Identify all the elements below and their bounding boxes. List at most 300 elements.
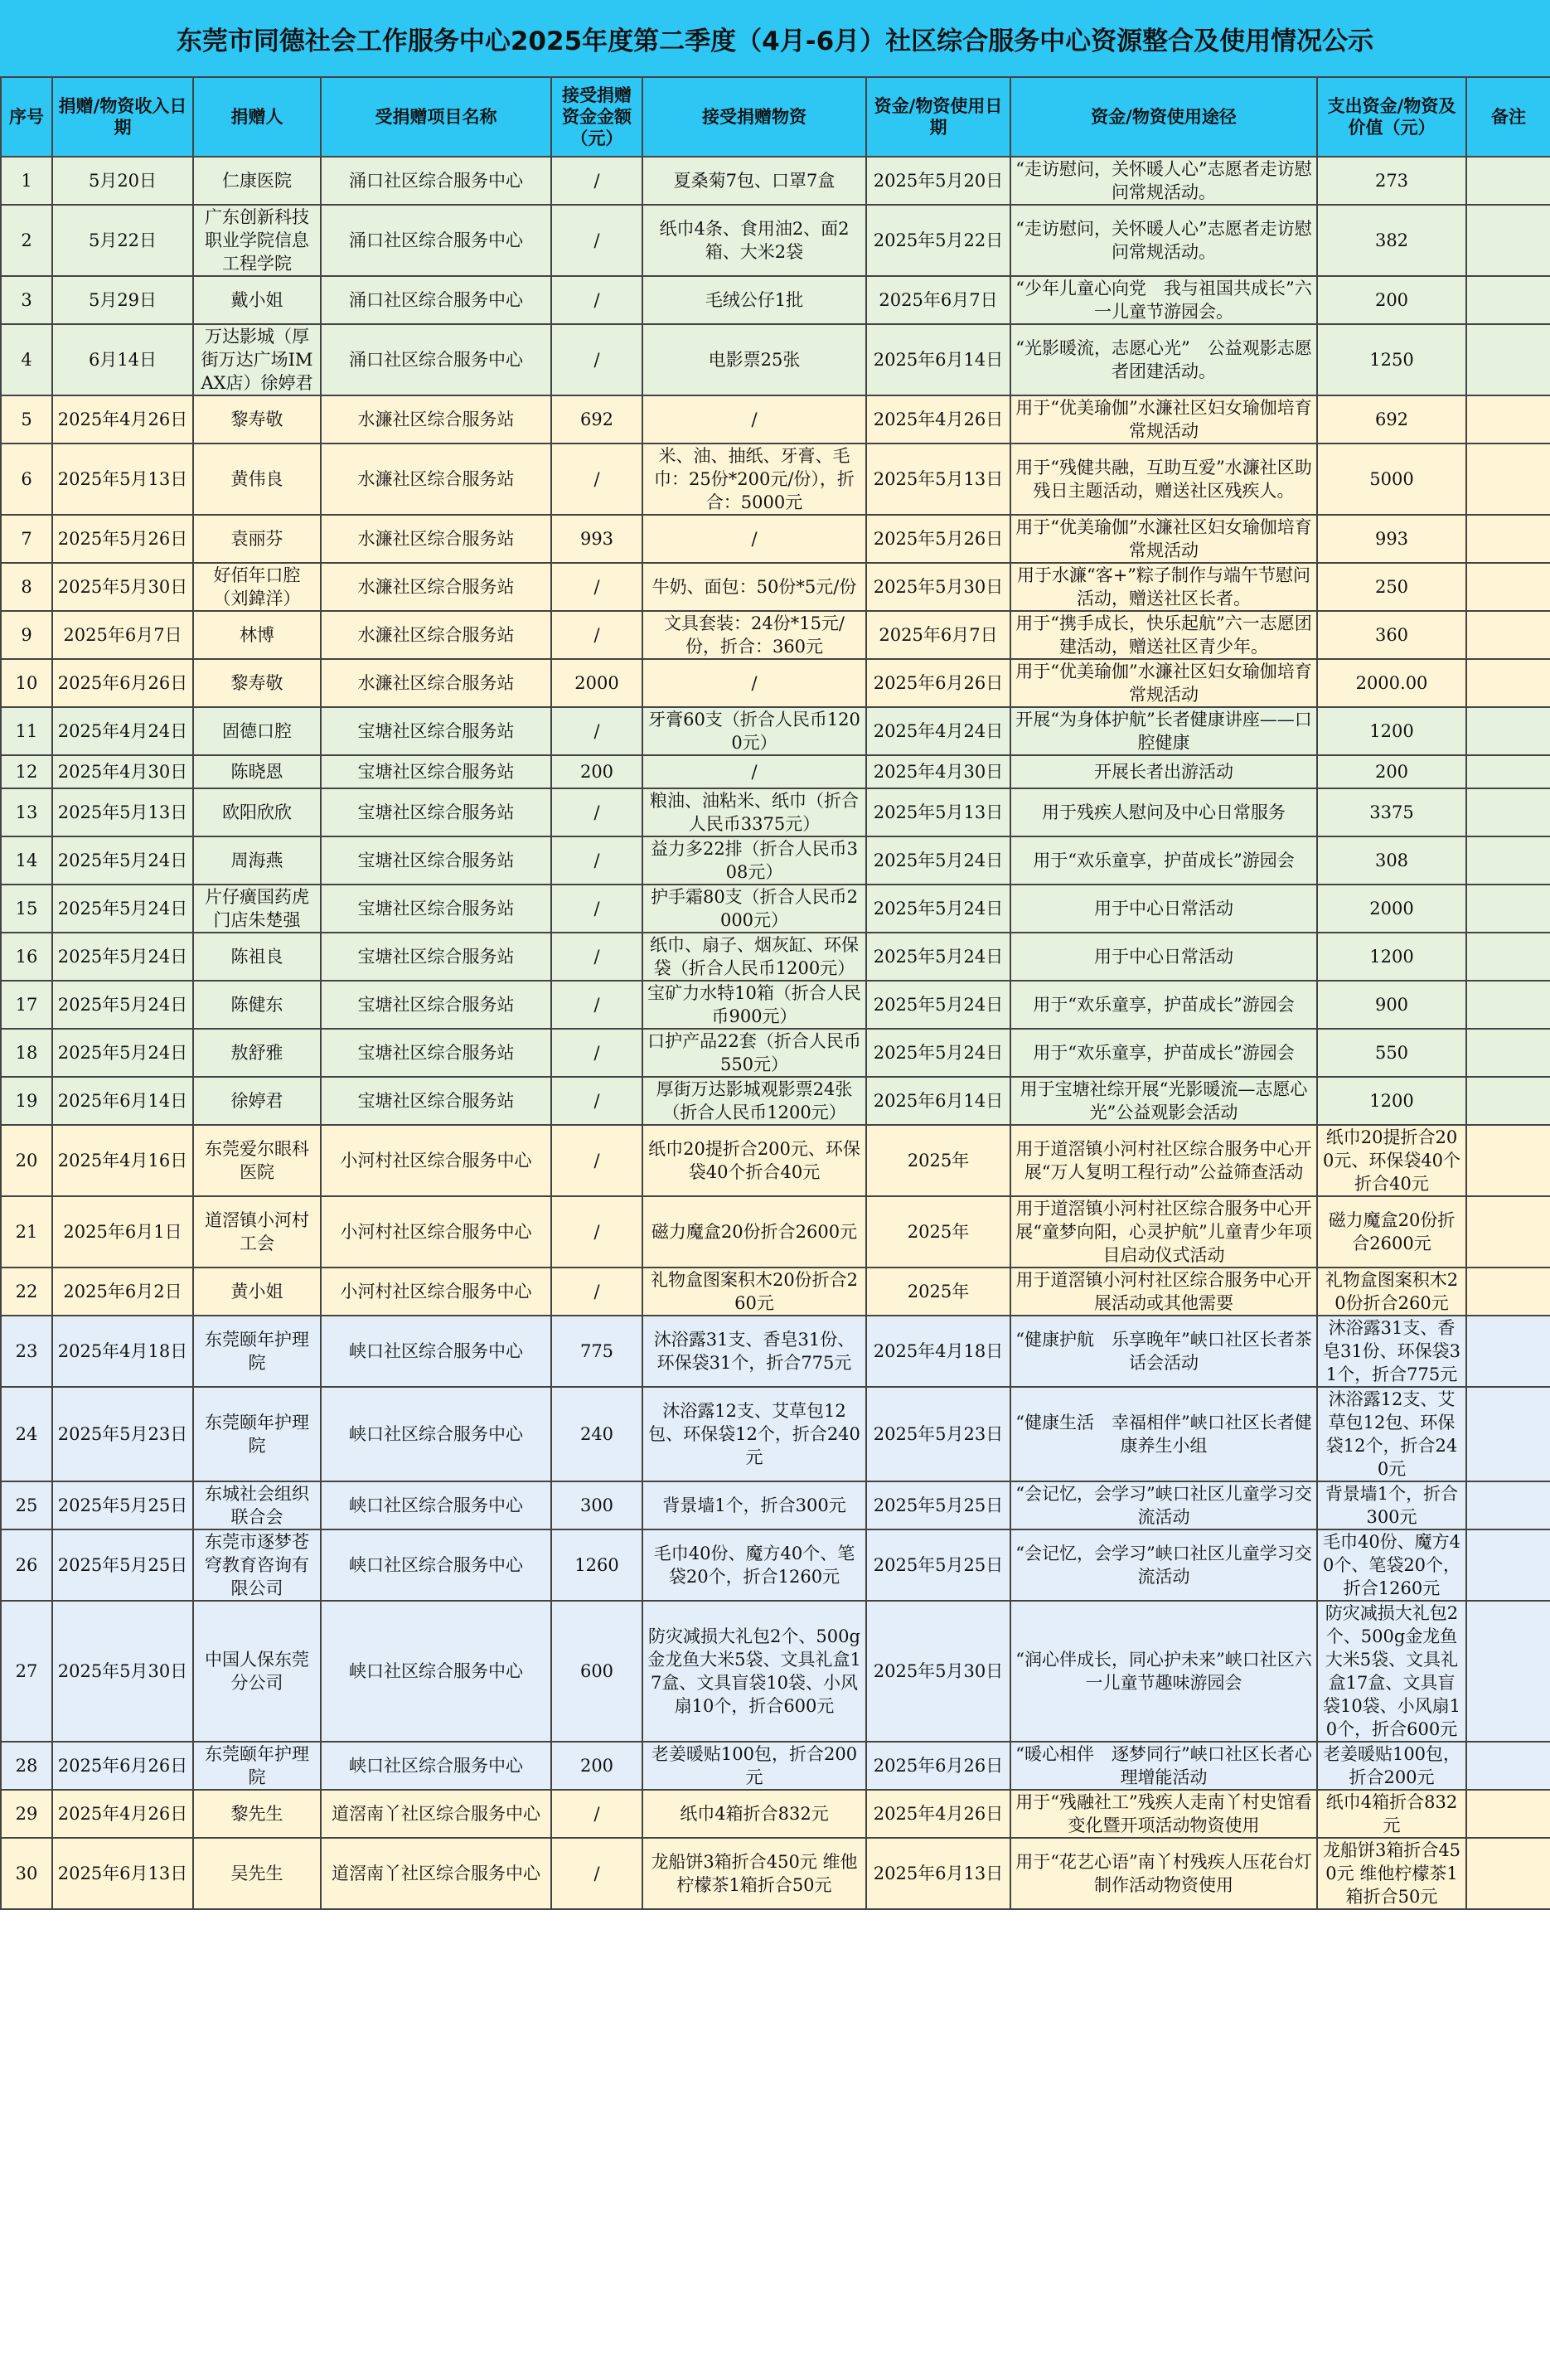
cell-note	[1466, 1601, 1550, 1742]
cell-amount: /	[551, 836, 642, 885]
table-row	[1, 981, 1550, 1029]
cell-value: 老姜暖贴100包，折合200元	[1317, 1742, 1466, 1790]
table-row	[1, 788, 1550, 836]
cell-use-date: 2025年	[866, 1268, 1010, 1316]
cell-amount: /	[551, 157, 642, 205]
cell-donor: 道滘镇小河村工会	[193, 1196, 321, 1268]
cell-note	[1466, 324, 1550, 395]
cell-amount: /	[551, 324, 642, 395]
cell-goods: 防灾减损大礼包2个、500g金龙鱼大米5袋、文具礼盒17盒、文具盲袋10袋、小风扇10个，折合600元	[642, 1601, 866, 1742]
cell-note	[1466, 563, 1550, 611]
cell-project: 宝塘社区综合服务站	[321, 885, 551, 933]
cell-usage: 用于道滘镇小河村社区综合服务中心开展活动或其他需要	[1010, 1268, 1317, 1316]
cell-goods: 口护产品22套（折合人民币550元）	[642, 1029, 866, 1077]
cell-value: 3375	[1317, 788, 1466, 836]
cell-note	[1466, 836, 1550, 885]
cell-usage: 用于“欢乐童享，护苗成长”游园会	[1010, 836, 1317, 885]
cell-usage: 用于“残健共融，互助互爱”水濂社区助残日主题活动，赠送社区残疾人。	[1010, 444, 1317, 515]
cell-donor: 广东创新科技职业学院信息工程学院	[193, 205, 321, 276]
cell-donor: 黄小姐	[193, 1268, 321, 1316]
header-project: 受捐赠项目名称	[321, 77, 551, 157]
cell-note	[1466, 611, 1550, 659]
cell-donor: 黎寿敬	[193, 659, 321, 707]
cell-value: 200	[1317, 276, 1466, 324]
cell-date: 2025年6月26日	[52, 1742, 193, 1790]
cell-note	[1466, 981, 1550, 1029]
cell-amount: /	[551, 276, 642, 324]
cell-use-date: 2025年5月25日	[866, 1481, 1010, 1529]
cell-usage: “会记忆，会学习”峡口社区儿童学习交流活动	[1010, 1481, 1317, 1529]
cell-date: 2025年6月13日	[52, 1838, 193, 1909]
header-usage: 资金/物资使用途径	[1010, 77, 1317, 157]
cell-project: 峡口社区综合服务中心	[321, 1742, 551, 1790]
cell-date: 2025年6月1日	[52, 1196, 193, 1268]
cell-note	[1466, 707, 1550, 755]
cell-usage: 用于“优美瑜伽”水濂社区妇女瑜伽培育常规活动	[1010, 395, 1317, 444]
cell-no: 15	[1, 885, 52, 933]
cell-usage: 用于“欢乐童享，护苗成长”游园会	[1010, 1029, 1317, 1077]
cell-usage: 用于中心日常活动	[1010, 933, 1317, 981]
table-row	[1, 1790, 1550, 1838]
cell-value: 2000	[1317, 885, 1466, 933]
table-row	[1, 1601, 1550, 1742]
cell-amount: 600	[551, 1601, 642, 1742]
cell-amount: /	[551, 1268, 642, 1316]
cell-use-date: 2025年4月30日	[866, 755, 1010, 788]
cell-goods: /	[642, 755, 866, 788]
cell-project: 涌口社区综合服务中心	[321, 205, 551, 276]
table-row	[1, 1077, 1550, 1125]
cell-use-date: 2025年	[866, 1196, 1010, 1268]
cell-no: 12	[1, 755, 52, 788]
cell-project: 宝塘社区综合服务站	[321, 788, 551, 836]
cell-value: 1250	[1317, 324, 1466, 395]
cell-goods: 益力多22排（折合人民币308元）	[642, 836, 866, 885]
cell-use-date: 2025年5月20日	[866, 157, 1010, 205]
cell-note	[1466, 659, 1550, 707]
cell-amount: 775	[551, 1316, 642, 1387]
cell-no: 20	[1, 1125, 52, 1196]
table-row	[1, 1029, 1550, 1077]
cell-value: 250	[1317, 563, 1466, 611]
cell-donor: 敖舒雅	[193, 1029, 321, 1077]
cell-use-date: 2025年5月24日	[866, 885, 1010, 933]
cell-no: 11	[1, 707, 52, 755]
cell-use-date: 2025年6月26日	[866, 659, 1010, 707]
header-goods: 接受捐赠物资	[642, 77, 866, 157]
table-row	[1, 1529, 1550, 1601]
cell-amount: /	[551, 1790, 642, 1838]
cell-use-date: 2025年4月18日	[866, 1316, 1010, 1387]
cell-value: 900	[1317, 981, 1466, 1029]
cell-project: 水濂社区综合服务站	[321, 395, 551, 444]
cell-date: 2025年5月24日	[52, 933, 193, 981]
cell-value: 防灾减损大礼包2个、500g金龙鱼大米5袋、文具礼盒17盒、文具盲袋10袋、小风扇10个，折合600元	[1317, 1601, 1466, 1742]
cell-date: 2025年5月13日	[52, 444, 193, 515]
table-row	[1, 755, 1550, 788]
cell-value: 纸巾4箱折合832元	[1317, 1790, 1466, 1838]
cell-donor: 中国人保东莞分公司	[193, 1601, 321, 1742]
cell-donor: 黄伟良	[193, 444, 321, 515]
cell-usage: “走访慰问，关怀暖人心”志愿者走访慰问常规活动。	[1010, 157, 1317, 205]
cell-project: 水濂社区综合服务站	[321, 611, 551, 659]
cell-use-date: 2025年5月26日	[866, 515, 1010, 563]
cell-usage: 用于“优美瑜伽”水濂社区妇女瑜伽培育常规活动	[1010, 515, 1317, 563]
cell-usage: 用于水濂“客+”粽子制作与端午节慰问活动，赠送社区长者。	[1010, 563, 1317, 611]
cell-goods: /	[642, 395, 866, 444]
cell-donor: 黎先生	[193, 1790, 321, 1838]
cell-amount: 300	[551, 1481, 642, 1529]
cell-donor: 万达影城（厚街万达广场IMAX店）徐婷君	[193, 324, 321, 395]
cell-no: 25	[1, 1481, 52, 1529]
cell-project: 水濂社区综合服务站	[321, 444, 551, 515]
cell-project: 峡口社区综合服务中心	[321, 1601, 551, 1742]
cell-no: 28	[1, 1742, 52, 1790]
cell-date: 2025年6月26日	[52, 659, 193, 707]
cell-goods: 磁力魔盒20份折合2600元	[642, 1196, 866, 1268]
cell-goods: 老姜暖贴100包，折合200元	[642, 1742, 866, 1790]
cell-value: 550	[1317, 1029, 1466, 1077]
cell-donor: 吴先生	[193, 1838, 321, 1909]
cell-donor: 片仔癀国药虎门店朱楚强	[193, 885, 321, 933]
cell-use-date: 2025年5月24日	[866, 933, 1010, 981]
cell-goods: 牛奶、面包：50份*5元/份	[642, 563, 866, 611]
cell-note	[1466, 395, 1550, 444]
cell-goods: 宝矿力水特10箱（折合人民币900元）	[642, 981, 866, 1029]
cell-amount: /	[551, 707, 642, 755]
cell-note	[1466, 1029, 1550, 1077]
header-donor: 捐赠人	[193, 77, 321, 157]
cell-goods: 牙膏60支（折合人民币1200元）	[642, 707, 866, 755]
table-row	[1, 563, 1550, 611]
cell-goods: 米、油、抽纸、牙膏、毛巾：25份*200元/份），折合：5000元	[642, 444, 866, 515]
cell-date: 5月20日	[52, 157, 193, 205]
cell-usage: 用于道滘镇小河村社区综合服务中心开展“童梦向阳，心灵护航”儿童青少年项目启动仪式活动	[1010, 1196, 1317, 1268]
cell-note	[1466, 1125, 1550, 1196]
cell-no: 1	[1, 157, 52, 205]
cell-date: 2025年4月18日	[52, 1316, 193, 1387]
cell-date: 2025年5月23日	[52, 1387, 193, 1481]
table-row	[1, 1481, 1550, 1529]
cell-no: 10	[1, 659, 52, 707]
cell-value: 沐浴露12支、艾草包12包、环保袋12个，折合240元	[1317, 1387, 1466, 1481]
cell-no: 8	[1, 563, 52, 611]
cell-value: 毛巾40份、魔方40个、笔袋20个，折合1260元	[1317, 1529, 1466, 1601]
cell-no: 24	[1, 1387, 52, 1481]
header-row	[1, 77, 1550, 157]
cell-goods: 粮油、油粘米、纸巾（折合人民币3375元）	[642, 788, 866, 836]
cell-amount: /	[551, 1196, 642, 1268]
cell-use-date: 2025年4月26日	[866, 1790, 1010, 1838]
cell-donor: 徐婷君	[193, 1077, 321, 1125]
cell-use-date: 2025年4月26日	[866, 395, 1010, 444]
cell-value: 382	[1317, 205, 1466, 276]
cell-value: 龙船饼3箱折合450元 维他柠檬茶1箱折合50元	[1317, 1838, 1466, 1909]
cell-goods: 电影票25张	[642, 324, 866, 395]
cell-project: 宝塘社区综合服务站	[321, 933, 551, 981]
cell-amount: /	[551, 981, 642, 1029]
cell-use-date: 2025年6月26日	[866, 1742, 1010, 1790]
header-amount: 接受捐赠资金金额（元）	[551, 77, 642, 157]
table-row	[1, 1268, 1550, 1316]
table-row	[1, 885, 1550, 933]
cell-usage: “暖心相伴 逐梦同行”峡口社区长者心理增能活动	[1010, 1742, 1317, 1790]
cell-project: 宝塘社区综合服务站	[321, 755, 551, 788]
cell-no: 16	[1, 933, 52, 981]
page-title: 东莞市同德社会工作服务中心2025年度第二季度（4月-6月）社区综合服务中心资源整合及使用情况公示	[0, 0, 1550, 78]
cell-donor: 林博	[193, 611, 321, 659]
cell-usage: 用于宝塘社综开展“光影暖流—志愿心光”公益观影会活动	[1010, 1077, 1317, 1125]
table-row	[1, 836, 1550, 885]
cell-amount: /	[551, 1029, 642, 1077]
cell-goods: 毛绒公仔1批	[642, 276, 866, 324]
cell-note	[1466, 444, 1550, 515]
cell-no: 9	[1, 611, 52, 659]
cell-date: 2025年5月30日	[52, 563, 193, 611]
cell-project: 小河村社区综合服务中心	[321, 1125, 551, 1196]
table-row	[1, 395, 1550, 444]
cell-date: 2025年5月13日	[52, 788, 193, 836]
cell-goods: 厚街万达影城观影票24张（折合人民币1200元）	[642, 1077, 866, 1125]
cell-date: 2025年5月26日	[52, 515, 193, 563]
cell-project: 涌口社区综合服务中心	[321, 276, 551, 324]
cell-project: 宝塘社区综合服务站	[321, 836, 551, 885]
cell-date: 2025年5月25日	[52, 1481, 193, 1529]
cell-no: 17	[1, 981, 52, 1029]
cell-usage: “会记忆，会学习”峡口社区儿童学习交流活动	[1010, 1529, 1317, 1601]
header-value: 支出资金/物资及价值（元）	[1317, 77, 1466, 157]
table-row	[1, 444, 1550, 515]
cell-note	[1466, 755, 1550, 788]
cell-amount: /	[551, 885, 642, 933]
cell-use-date: 2025年5月30日	[866, 563, 1010, 611]
cell-usage: 用于“残融社工”残疾人走南丫村史馆看变化暨开项活动物资使用	[1010, 1790, 1317, 1838]
header-note: 备注	[1466, 77, 1550, 157]
cell-no: 30	[1, 1838, 52, 1909]
cell-donor: 东莞爱尔眼科医院	[193, 1125, 321, 1196]
cell-value: 礼物盒图案积木20份折合260元	[1317, 1268, 1466, 1316]
table-row	[1, 515, 1550, 563]
header-no: 序号	[1, 77, 52, 157]
cell-note	[1466, 1268, 1550, 1316]
cell-usage: 开展“为身体护航”长者健康讲座——口腔健康	[1010, 707, 1317, 755]
cell-use-date: 2025年5月24日	[866, 836, 1010, 885]
table-row	[1, 1838, 1550, 1909]
cell-usage: “健康生活 幸福相伴”峡口社区长者健康养生小组	[1010, 1387, 1317, 1481]
cell-donor: 黎寿敬	[193, 395, 321, 444]
cell-goods: 护手霜80支（折合人民币2000元）	[642, 885, 866, 933]
cell-date: 5月22日	[52, 205, 193, 276]
table-row	[1, 157, 1550, 205]
cell-value: 273	[1317, 157, 1466, 205]
cell-value: 1200	[1317, 933, 1466, 981]
cell-amount: /	[551, 563, 642, 611]
cell-project: 宝塘社区综合服务站	[321, 981, 551, 1029]
cell-donor: 戴小姐	[193, 276, 321, 324]
cell-donor: 欧阳欣欣	[193, 788, 321, 836]
table-row	[1, 659, 1550, 707]
cell-date: 2025年5月24日	[52, 981, 193, 1029]
cell-note	[1466, 1790, 1550, 1838]
cell-usage: “润心伴成长，同心护未来”峡口社区六一儿童节趣味游园会	[1010, 1601, 1317, 1742]
cell-note	[1466, 1196, 1550, 1268]
cell-donor: 陈健东	[193, 981, 321, 1029]
cell-donor: 东莞市逐梦苍穹教育咨询有限公司	[193, 1529, 321, 1601]
cell-note	[1466, 1316, 1550, 1387]
table-row	[1, 1387, 1550, 1481]
cell-usage: 用于“携手成长，快乐起航”六一志愿团建活动，赠送社区青少年。	[1010, 611, 1317, 659]
cell-usage: “光影暖流，志愿心光” 公益观影志愿者团建活动。	[1010, 324, 1317, 395]
table-row	[1, 933, 1550, 981]
cell-amount: /	[551, 933, 642, 981]
cell-no: 26	[1, 1529, 52, 1601]
cell-date: 2025年5月24日	[52, 885, 193, 933]
cell-use-date: 2025年5月30日	[866, 1601, 1010, 1742]
donation-table	[0, 76, 1550, 1910]
cell-amount: /	[551, 611, 642, 659]
cell-project: 峡口社区综合服务中心	[321, 1316, 551, 1387]
cell-no: 4	[1, 324, 52, 395]
cell-goods: 沐浴露12支、艾草包12包、环保袋12个，折合240元	[642, 1387, 866, 1481]
cell-goods: 毛巾40份、魔方40个、笔袋20个，折合1260元	[642, 1529, 866, 1601]
cell-donor: 东莞颐年护理院	[193, 1742, 321, 1790]
cell-note	[1466, 788, 1550, 836]
cell-use-date: 2025年6月7日	[866, 611, 1010, 659]
cell-goods: 纸巾、扇子、烟灰缸、环保袋（折合人民币1200元）	[642, 933, 866, 981]
cell-note	[1466, 1481, 1550, 1529]
cell-date: 2025年4月26日	[52, 1790, 193, 1838]
cell-usage: “走访慰问，关怀暖人心”志愿者走访慰问常规活动。	[1010, 205, 1317, 276]
cell-donor: 东城社会组织联合会	[193, 1481, 321, 1529]
cell-project: 水濂社区综合服务站	[321, 563, 551, 611]
cell-use-date: 2025年5月23日	[866, 1387, 1010, 1481]
cell-amount: 1260	[551, 1529, 642, 1601]
cell-project: 道滘南丫社区综合服务中心	[321, 1790, 551, 1838]
cell-date: 2025年5月25日	[52, 1529, 193, 1601]
table-row	[1, 611, 1550, 659]
cell-project: 水濂社区综合服务站	[321, 659, 551, 707]
cell-date: 6月14日	[52, 324, 193, 395]
cell-goods: 夏桑菊7包、口罩7盒	[642, 157, 866, 205]
cell-goods: 纸巾20提折合200元、环保袋40个折合40元	[642, 1125, 866, 1196]
cell-date: 5月29日	[52, 276, 193, 324]
cell-no: 13	[1, 788, 52, 836]
cell-note	[1466, 885, 1550, 933]
cell-project: 小河村社区综合服务中心	[321, 1196, 551, 1268]
cell-usage: 用于“欢乐童享，护苗成长”游园会	[1010, 981, 1317, 1029]
cell-use-date: 2025年5月24日	[866, 1029, 1010, 1077]
cell-no: 22	[1, 1268, 52, 1316]
cell-donor: 陈晓恩	[193, 755, 321, 788]
cell-value: 沐浴露31支、香皂31份、环保袋31个，折合775元	[1317, 1316, 1466, 1387]
cell-no: 29	[1, 1790, 52, 1838]
cell-no: 3	[1, 276, 52, 324]
table-row	[1, 276, 1550, 324]
cell-value: 200	[1317, 755, 1466, 788]
cell-value: 5000	[1317, 444, 1466, 515]
cell-note	[1466, 515, 1550, 563]
cell-donor: 好佰年口腔（刘鍏洋）	[193, 563, 321, 611]
cell-use-date: 2025年6月14日	[866, 324, 1010, 395]
cell-no: 2	[1, 205, 52, 276]
cell-amount: 993	[551, 515, 642, 563]
cell-no: 5	[1, 395, 52, 444]
cell-amount: 692	[551, 395, 642, 444]
cell-note	[1466, 205, 1550, 276]
cell-donor: 东莞颐年护理院	[193, 1387, 321, 1481]
cell-amount: /	[551, 788, 642, 836]
cell-usage: 用于“花艺心语”南丫村残疾人压花台灯制作活动物资使用	[1010, 1838, 1317, 1909]
cell-use-date: 2025年5月25日	[866, 1529, 1010, 1601]
cell-project: 道滘南丫社区综合服务中心	[321, 1838, 551, 1909]
cell-date: 2025年5月30日	[52, 1601, 193, 1742]
cell-goods: /	[642, 515, 866, 563]
cell-project: 涌口社区综合服务中心	[321, 157, 551, 205]
cell-usage: 用于中心日常活动	[1010, 885, 1317, 933]
header-use-date: 资金/物资使用日期	[866, 77, 1010, 157]
cell-date: 2025年5月24日	[52, 1029, 193, 1077]
cell-goods: 纸巾4箱折合832元	[642, 1790, 866, 1838]
cell-note	[1466, 1077, 1550, 1125]
cell-use-date: 2025年5月13日	[866, 444, 1010, 515]
cell-goods: 文具套装：24份*15元/份，折合：360元	[642, 611, 866, 659]
cell-amount: 2000	[551, 659, 642, 707]
cell-project: 宝塘社区综合服务站	[321, 1029, 551, 1077]
cell-value: 纸巾20提折合200元、环保袋40个折合40元	[1317, 1125, 1466, 1196]
cell-goods: 沐浴露31支、香皂31份、环保袋31个，折合775元	[642, 1316, 866, 1387]
cell-amount: 240	[551, 1387, 642, 1481]
cell-no: 18	[1, 1029, 52, 1077]
cell-donor: 袁丽芬	[193, 515, 321, 563]
cell-no: 27	[1, 1601, 52, 1742]
cell-project: 峡口社区综合服务中心	[321, 1529, 551, 1601]
table-row	[1, 1742, 1550, 1790]
cell-project: 涌口社区综合服务中心	[321, 324, 551, 395]
cell-project: 峡口社区综合服务中心	[321, 1481, 551, 1529]
cell-no: 7	[1, 515, 52, 563]
cell-value: 308	[1317, 836, 1466, 885]
cell-goods: 背景墙1个，折合300元	[642, 1481, 866, 1529]
cell-donor: 仁康医院	[193, 157, 321, 205]
cell-use-date: 2025年5月13日	[866, 788, 1010, 836]
cell-usage: 用于残疾人慰问及中心日常服务	[1010, 788, 1317, 836]
cell-no: 21	[1, 1196, 52, 1268]
cell-use-date: 2025年5月22日	[866, 205, 1010, 276]
cell-note	[1466, 1529, 1550, 1601]
cell-amount: 200	[551, 1742, 642, 1790]
cell-goods: 礼物盒图案积木20份折合260元	[642, 1268, 866, 1316]
table-row	[1, 324, 1550, 395]
cell-no: 14	[1, 836, 52, 885]
cell-note	[1466, 276, 1550, 324]
cell-amount: /	[551, 205, 642, 276]
cell-no: 6	[1, 444, 52, 515]
cell-use-date: 2025年6月7日	[866, 276, 1010, 324]
cell-goods: 纸巾4条、食用油2、面2箱、大米2袋	[642, 205, 866, 276]
cell-value: 692	[1317, 395, 1466, 444]
cell-value: 磁力魔盒20份折合2600元	[1317, 1196, 1466, 1268]
table-row	[1, 1125, 1550, 1196]
header-date: 捐赠/物资收入日期	[52, 77, 193, 157]
cell-donor: 陈祖良	[193, 933, 321, 981]
cell-usage: “健康护航 乐享晚年”峡口社区长者茶话会活动	[1010, 1316, 1317, 1387]
table-row	[1, 707, 1550, 755]
cell-goods: 龙船饼3箱折合450元 维他柠檬茶1箱折合50元	[642, 1838, 866, 1909]
cell-project: 小河村社区综合服务中心	[321, 1268, 551, 1316]
table-row	[1, 1196, 1550, 1268]
cell-amount: /	[551, 1125, 642, 1196]
cell-project: 宝塘社区综合服务站	[321, 707, 551, 755]
